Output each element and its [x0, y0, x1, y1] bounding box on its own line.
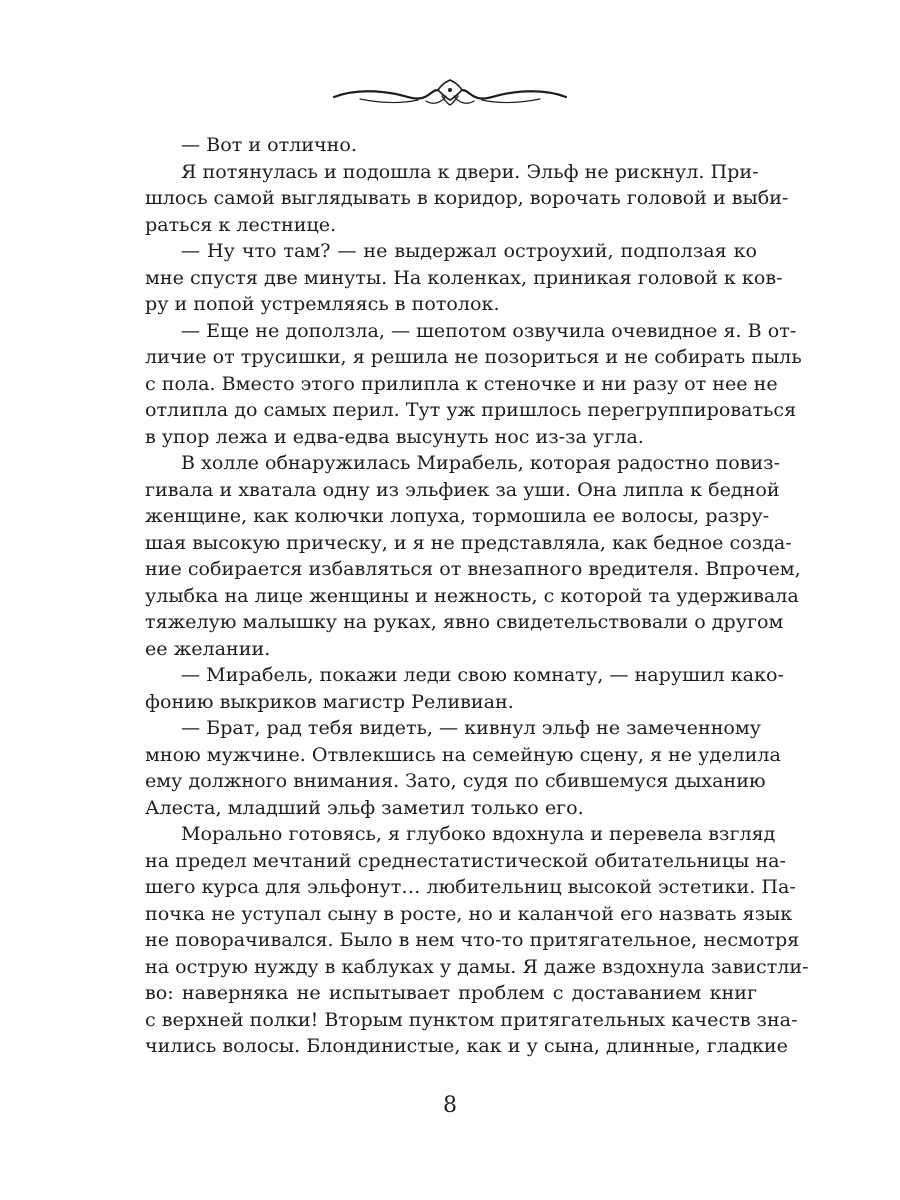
text-line: с пола. Вместо этого прилипла к стеночке и ни разу от нее не	[145, 371, 778, 395]
text-line: раться к лестнице.	[145, 212, 337, 236]
paragraph	[145, 318, 802, 451]
text-line: гивала и хватала одну из эльфиек за уши. Она липла к бедной	[145, 477, 780, 501]
text-line: во: наверняка не испытывает проблем с доставанием книг	[145, 981, 757, 1004]
text-line: — Мирабель, покажи леди свою комнату, — нарушил како-	[181, 663, 784, 686]
text-line: — Вот и отлично.	[181, 133, 357, 156]
paragraph	[145, 132, 757, 159]
paragraph	[145, 715, 781, 821]
text-line: чились волосы. Блондинистые, как и у сына, длинные, гладкие	[145, 1034, 788, 1057]
body-text	[145, 132, 809, 1060]
text-line: фонию выкриков магистр Реливиан.	[145, 689, 514, 713]
paragraph	[145, 238, 783, 318]
text-line: в упор лежа и едва-едва высунуть нос из-за угла.	[145, 424, 644, 448]
text-line: — Брат, рад тебя видеть, — кивнул эльф не замеченному	[181, 716, 762, 739]
text-line: — Ну что там? — не выдержал остроухий, подползая ко	[181, 239, 757, 262]
text-line: шлось самой выглядывать в коридор, ворочать головой и выби-	[145, 186, 789, 209]
text-line: мне спустя две минуты. На коленках, приникая головой к ков-	[145, 265, 783, 289]
text-line: В холле обнаружилась Мирабель, которая радостно повиз-	[181, 451, 781, 474]
text-line: тяжелую малышку на руках, явно свидетельствовали о другом	[145, 610, 784, 633]
text-line: женщине, как колючки лопуха, тормошила ее волосы, разру-	[145, 504, 770, 527]
paragraph	[145, 821, 809, 1060]
page-number: 8	[443, 1093, 457, 1118]
text-line: шая высокую прическу, и я не представляла, как бедное созда-	[145, 530, 792, 554]
text-line: ние собирается избавляться от внезапного вредителя. Впрочем,	[145, 557, 801, 580]
text-line: — Еще не доползла, — шепотом озвучила очевидное я. В от-	[181, 318, 797, 342]
text-line: с верхней полки! Вторым пунктом притягательных качеств зна-	[145, 1007, 798, 1031]
text-line: ее желании.	[145, 636, 271, 660]
text-line: ру и попой устремляясь в потолок.	[145, 292, 500, 315]
ornament-divider	[330, 78, 570, 110]
text-line: шего курса для эльфонут… любительниц высокой эстетики. Па-	[145, 875, 796, 898]
text-line: на предел мечтаний среднестатистической обитательницы на-	[145, 848, 787, 872]
text-line: мною мужчине. Отвлекшись на семейную сцену, я не уделила	[145, 742, 781, 766]
text-line: Алеста, младший эльф заметил только его.	[145, 795, 584, 819]
text-line: улыбка на лице женщины и нежность, с которой та удерживала	[145, 583, 799, 607]
text-line: отлипла до самых перил. Тут уж пришлось перегруппироваться	[145, 398, 797, 421]
text-line: Я потянулась и подошла к двери. Эльф не рискнул. При-	[181, 159, 759, 183]
paragraph	[145, 450, 801, 662]
text-line: почка не уступал сыну в росте, но и каланчой его назвать язык	[145, 901, 793, 925]
text-line: не поворачивался. Было в нем что-то притягательное, несмотря	[145, 928, 800, 951]
text-line: на острую нужду в каблуках у дамы. Я даже вздохнула завистли-	[145, 954, 809, 978]
paragraph	[145, 662, 784, 715]
text-line: личие от трусишки, я решила не позориться и не собирать пыль	[145, 345, 802, 368]
paragraph	[145, 159, 789, 239]
text-line: ему должного внимания. Зато, судя по сбившемуся дыханию	[145, 769, 766, 792]
text-line: Морально готовясь, я глубоко вдохнула и перевела взгляд	[181, 822, 776, 845]
